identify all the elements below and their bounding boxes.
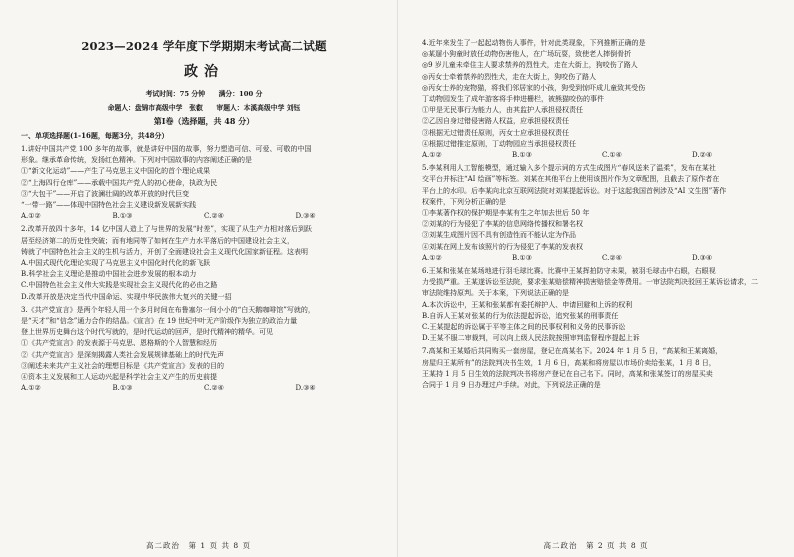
exam-title: 2023—2024 学年度下学期期末考试高二试题	[81, 39, 327, 53]
exam-authors: 命题人：盘锦市高级中学 张叡 审题人：本溪高级中学 刘钰	[107, 104, 301, 112]
option-d: D.③④	[692, 253, 713, 262]
option-c: C.②④	[602, 253, 622, 262]
option-c: C.②④	[204, 212, 224, 221]
option-b: B.①③	[112, 384, 133, 393]
question-line: 登上世界历史舞台这个时代写就的，是时代运动的回声，是时代精神的精华。可见	[21, 328, 273, 337]
question-line: 铸就了中国特色社会主义的生机与活力，开创了全面建设社会主义现代化国家新征程。这表明	[21, 247, 308, 256]
question-line: 4.近年来发生了一起起动物伤人事件，针对此类现象，下列推断正确的是	[422, 39, 646, 47]
question-line: 交平台并标注“AI 绘画”等标签。刘某在其他平台上使用该图片作为文章配图，且截去了原作者在	[422, 175, 720, 184]
statement-line: ①李某著作权的保护期是李某有生之年加去世后 50 年	[422, 209, 590, 218]
option-b: B.①③	[512, 253, 532, 262]
question-line: 6.王某和张某在某场地进行羽毛球比赛。比赛中王某挥拍防守未果，被羽毛球击中右眼，右眼视	[422, 267, 716, 276]
question-3	[21, 305, 387, 395]
question-line: 7.高某和王某婚后共同购买一套房屋，登记在高某名下。2024 年 1 月 5 日，“高某和王某离婚，	[422, 347, 723, 356]
question-line: 居至经济第二的历史性突破；而有地同等了如何在生产力水平落后的中国建设社会主义，	[21, 236, 294, 245]
page-footer: 高二政治 第 1 页 共 8 页	[146, 541, 251, 550]
statement-line: ②《共产党宣言》是深刻揭露人类社会发展规律基础上的时代先声	[21, 350, 224, 359]
statement-line: ③刘某生成图片因不具有创造性而不能认定为作品	[422, 231, 576, 240]
statement-line: ②“上海四行仓库”——承载中国共产党人的初心使命，执政为民	[21, 178, 218, 187]
question-line: 合同于 1 月 9 日办理过户手续。对此，下列说法正确的是	[422, 381, 601, 390]
answer-options	[21, 383, 387, 394]
question-1	[21, 144, 387, 222]
option-line: A.中国式现代化理论实现了马克思主义中国化时代化的新飞跃	[21, 259, 211, 268]
statement-line: ①“新文化运动”——产生了马克思主义中国化的首个理论成果	[21, 167, 211, 176]
question-line: 房屋归王某所有”的法院判决书生效，1 月 6 日，高某和将房屋以市场价卖给张某，1 月 8 日，	[422, 358, 716, 367]
option-b: B.①③	[512, 151, 532, 160]
option-line: B.自诉人王某对张某的行为依法提起诉讼，追究张某的刑事责任	[422, 311, 619, 320]
statement-line: ④刘某在网上发布该照片的行为侵犯了李某的发表权	[422, 242, 583, 251]
question-line: 3.《共产党宣言》是两个年轻人用一个多月时间在布鲁塞尔一间小小的“白天鹅咖啡馆”写就的，	[21, 305, 315, 314]
scenario-line: ◎9 岁儿童未牵住主人要求禁养的烈性犬，走在大街上，狗咬伤了路人	[422, 61, 638, 70]
option-d: D.③④	[295, 384, 316, 393]
statement-line: ③“大包干”——开启了波澜壮阔的改革开放的时代巨变	[21, 189, 190, 198]
answer-options	[422, 150, 782, 161]
statement-line: ②刘某的行为侵犯了李某的信息网络传播权和署名权	[422, 220, 583, 229]
question-7	[422, 346, 782, 391]
question-line: 力受损严重。王某遂诉讼至法院，要求张某赔偿精神损害赔偿金等费用。一审法院判决驳回王某诉讼请求，二	[422, 278, 758, 287]
scenario-line: ◎某遛小狗童时放任动物伤害他人，在广场玩耍，致使老人摔倒骨折	[422, 50, 632, 59]
question-line: 王某持 1 月 5 日生效的法院判决书将房产登记在自己名下。同时，高某和张某签订的房屋买卖	[422, 369, 713, 378]
exam-page-2	[397, 0, 794, 557]
option-line: D.改革开放是决定当代中国命运、实现中华民族伟大复兴的关键一招	[21, 292, 232, 301]
option-b: B.①③	[112, 212, 133, 221]
question-line: 形象。继承革命传统，发扬红色精神。下列对中国故事的内容阐述正确的是	[21, 156, 252, 165]
option-c: C.②④	[204, 384, 224, 393]
statement-line: ③阐述未来共产主义社会的理想目标是《共产党宣言》发表的目的	[21, 361, 224, 370]
statement-line: ①甲是无民事行为能力人，由其监护人承担侵权责任	[422, 106, 583, 115]
question-5	[422, 163, 782, 264]
statement-line: ②乙因自身过错侵害路人权益，应承担侵权责任	[422, 117, 569, 126]
option-line: C.王某提起的诉讼属于平等主体之间的民事权利和义务的民事诉讼	[422, 323, 626, 332]
option-d: D.②④	[692, 151, 713, 160]
option-a: A.①②	[422, 151, 442, 160]
question-line: 权案件，下列分析正确的是	[422, 197, 506, 206]
section-title: 第Ⅰ卷（选择题，共 48 分）	[153, 116, 255, 126]
statement-line: “一带一路”——体现中国特色社会主义建设新发展新实践	[21, 201, 197, 210]
option-a: A.①②	[21, 384, 41, 393]
exam-time-score: 考试时间：75 分钟 满分：100 分	[145, 90, 263, 98]
statement-line: ③根据无过错责任原则，丙女士应承担侵权责任	[422, 128, 569, 137]
subject-heading: 政治	[184, 64, 224, 80]
option-c: C.①④	[602, 151, 622, 160]
option-a: A.①②	[422, 253, 442, 262]
statement-line: ④根据过错推定原则，丁动物园应当承担侵权责任	[422, 139, 576, 148]
question-line: 5.李某利用人工智能模型，通过输入多个提示词的方式生成图片“春风送来了温柔”，发布在某社	[422, 164, 716, 173]
question-line: 1.讲好中国共产党 100 多年的故事，就是讲好中国的故事，努力塑造可信、可爱、可敬的中国	[21, 145, 312, 153]
option-line: B.科学社会主义理论是推动中国社会进步发展的根本动力	[21, 270, 197, 279]
scenario-line: ◎丙女士养的宠物猫，将我们邻居家的小孩，狗受到惊吓成儿童致其受伤	[422, 83, 646, 92]
answer-options	[422, 253, 782, 264]
question-line: 2.改革开放四十多年，14 亿中国人造上了与世界的发展“时差”，实现了从生产力相对落后到跃	[21, 225, 312, 234]
page-footer: 高二政治 第 2 页 共 8 页	[543, 541, 649, 550]
option-line: D.王某不服二审裁判，可以向上级人民法院按照审判监督程序提起上诉	[422, 334, 640, 343]
statement-line: ①《共产党宣言》的发表源于马克思、恩格斯的个人智慧和经历	[21, 339, 217, 348]
option-line: C.中国特色社会主义伟大实践是实现社会主义现代化的必由之路	[21, 281, 218, 290]
option-d: D.③④	[295, 212, 316, 221]
question-line: 平台上的水印。后李某向北京互联网法院对刘某提起诉讼。对于这起我国首例涉及“AI 文生图”著作	[422, 186, 727, 195]
scenario-line: 丁动物园发生了成年游客将手伸进栅栏，被熊猫咬伤的事件	[422, 95, 604, 104]
option-line: A.本次诉讼中，王某和张某都有委托辩护人、申请回避和上诉的权利	[422, 300, 633, 309]
answer-options	[21, 211, 387, 222]
option-a: A.①②	[21, 212, 41, 221]
part-heading: 一、单项选择题(1-16题，每题3分，共48分）	[21, 131, 169, 140]
question-line: 审法院维持原判。关于本案，下列说法正确的是	[422, 289, 569, 298]
question-2	[21, 224, 387, 302]
scenario-line: ◎丙女士牵着禁养的烈性犬，走在大街上，狗咬伤了路人	[422, 72, 597, 81]
statement-line: ④资本主义发展和工人运动兴起是科学社会主义产生的历史前提	[21, 373, 217, 382]
question-6	[422, 266, 782, 344]
question-line: 是“天才”和“信念”通力合作的结晶。《宣言》在 19 世纪中叶无产阶级作为独立的政治力量	[21, 317, 298, 326]
question-4	[422, 38, 782, 161]
